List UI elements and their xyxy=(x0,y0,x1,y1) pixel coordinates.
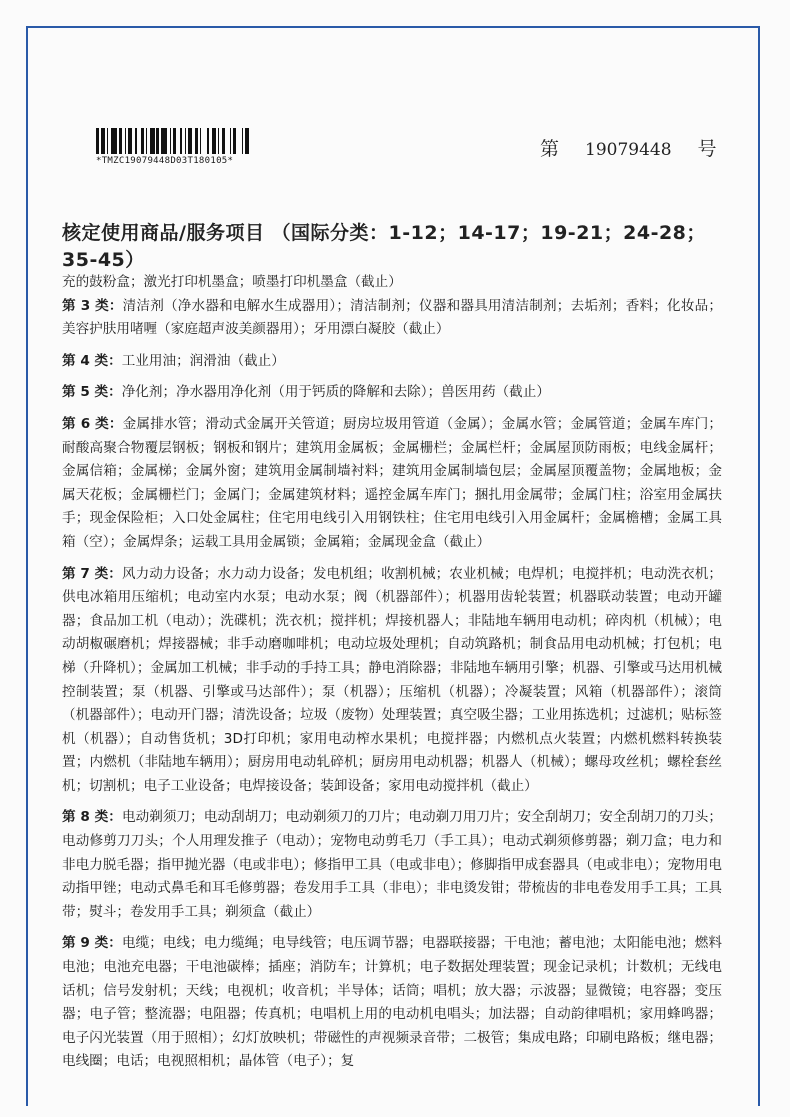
class-label: 第 5 类： xyxy=(62,384,122,401)
goods-services-list xyxy=(62,271,722,1082)
class-label: 第 6 类： xyxy=(62,415,123,432)
class-text: 风力动力设备；水力动力设备；发电机组；收割机械；农业机械；电焊机；电搅拌机；电动洗衣机；供电冰箱用压缩机；电动室内水泵；电动水泵；阀（机器部件）；机器用齿轮装置；机器联动装置；电动开罐器；食品加工机（电动）；洗碟机；洗衣机；搅拌机；焊接机器人；非陆地车辆用电动机；碎肉机（机械）；电动胡椒碾磨机；焊接器械；非手动磨咖啡机；电动垃圾处理机；自动筑路机；制食品用电动机械；打包机；电梯（升降机）；金属加工机械；非手动的手持工具；静电消除器；非陆地车辆用引擎；机器、引擎或马达用机械控制装置；泵（机器、引擎或马达部件）；泵（机器）；压缩机（机器）；冷凝装置；风箱（机器部件）；滚筒（机器部件）；电动开门器；清洗设备；垃圾（废物）处理装置；真空吸尘器；工业用拣选机；过滤机；贴标签机（机器）；自动售货机；3D打印机；家用电动榨水果机；电搅拌器；内燃机点火装置；内燃机燃料转换装置；内燃机（非陆地车辆用）；厨房用电动轧碎机；厨房用电动机器；机器人（机械）；螺母攻丝机；螺栓套丝机；切割机；电子工业设备；电焊接设备；装卸设备；家用电动搅拌机（截止） xyxy=(62,565,722,794)
class-item xyxy=(62,563,722,799)
class-item xyxy=(62,295,722,342)
class-text: 净化剂；净水器用净化剂（用于钙质的降解和去除）；兽医用药（截止） xyxy=(121,384,550,401)
class-item xyxy=(62,932,722,1074)
class-list xyxy=(62,295,722,1074)
class-label: 第 4 类： xyxy=(62,352,122,369)
page-title: 核定使用商品/服务项目 （国际分类：1-12；14-17；19-21；24-28；35-45） xyxy=(62,222,706,271)
class-text: 金属排水管；滑动式金属开关管道；厨房垃圾用管道（金属）；金属水管；金属管道；金属车库门；耐酸高聚合物覆层钢板；钢板和钢片；建筑用金属板；金属栅栏；金属栏杆；金属屋顶防雨板；电线金属杆；金属信箱；金属梯；金属外窗；建筑用金属制墙衬料；建筑用金属制墙包层；金属屋顶覆盖物；金属地板；金属天花板；金属栅栏门；金属门；金属建筑材料；遥控金属车库门；捆扎用金属带；金属门柱；浴室用金属扶手；现金保险柜；入口处金属柱；住宅用电线引入用钢铁柱；住宅用电线引入用金属杆；金属檐槽；金属工具箱（空）；金属焊条；运载工具用金属锁；金属箱；金属现金盒（截止） xyxy=(62,415,722,550)
class-item xyxy=(62,381,722,405)
class-text: 电缆；电线；电力缆绳；电导线管；电压调节器；电器联接器；干电池；蓄电池；太阳能电池；燃料电池；电池充电器；干电池碳棒；插座；消防车；计算机；电子数据处理装置；现金记录机；计数机；无线电话机；信号发射机；天线；电视机；收音机；半导体；话筒；唱机；放大器；示波器；显微镜；电容器；变压器；电子管；整流器；电阻器；传真机；电唱机上用的电动机电唱头；加法器；自动韵律唱机；家用蜂鸣器；电子闪光装置（用于照相）；幻灯放映机；带磁性的声视频录音带；二极管；集成电路；印刷电路板；继电器；电线圈；电话；电视照相机；晶体管（电子）；复 xyxy=(62,935,722,1070)
registration-number xyxy=(540,134,717,161)
class-text: 清洁剂（净水器和电解水生成器用）；清洁制剂；仪器和器具用清洁制剂；去垢剂；香料；化妆品；美容护肤用啫喱（家庭超声波美颜器用）；牙用漂白凝胶（截止） xyxy=(62,297,722,338)
registration-number-value: 19079448 xyxy=(585,140,672,160)
registration-number-suffix: 号 xyxy=(697,138,717,160)
class-item xyxy=(62,350,722,374)
intro-line: 充的鼓粉盒；激光打印机墨盒；喷墨打印机墨盒（截止） xyxy=(62,274,402,290)
class-label: 第 7 类： xyxy=(62,565,122,582)
barcode-block xyxy=(96,128,264,166)
barcode-image xyxy=(96,128,264,154)
class-item xyxy=(62,413,722,555)
class-label: 第 9 类： xyxy=(62,935,122,952)
class-text: 工业用油；润滑油（截止） xyxy=(121,352,285,369)
class-label: 第 3 类： xyxy=(62,297,123,314)
class-item xyxy=(62,806,722,924)
barcode-text: *TMZC19079448D03T180105* xyxy=(96,156,234,166)
class-label: 第 8 类： xyxy=(62,809,122,826)
class-text: 电动剃须刀；电动刮胡刀；电动剃须刀的刀片；电动剃刀用刀片；安全刮胡刀；安全刮胡刀的刀头；电动修剪刀刀头；个人用理发推子（电动）；宠物电动剪毛刀（手工具）；电动式剃须修剪器；剃刀盒；电力和非电力脱毛器；指甲抛光器（电或非电）；修指甲工具（电或非电）；修脚指甲成套器具（电或非电）；宠物用电动指甲锉；电动式鼻毛和耳毛修剪器；卷发用手工具（非电）；非电烫发钳；带梳齿的非电卷发用手工具；工具带；熨斗；卷发用手工具；剃须盒（截止） xyxy=(62,809,722,920)
registration-number-prefix: 第 xyxy=(540,138,560,160)
